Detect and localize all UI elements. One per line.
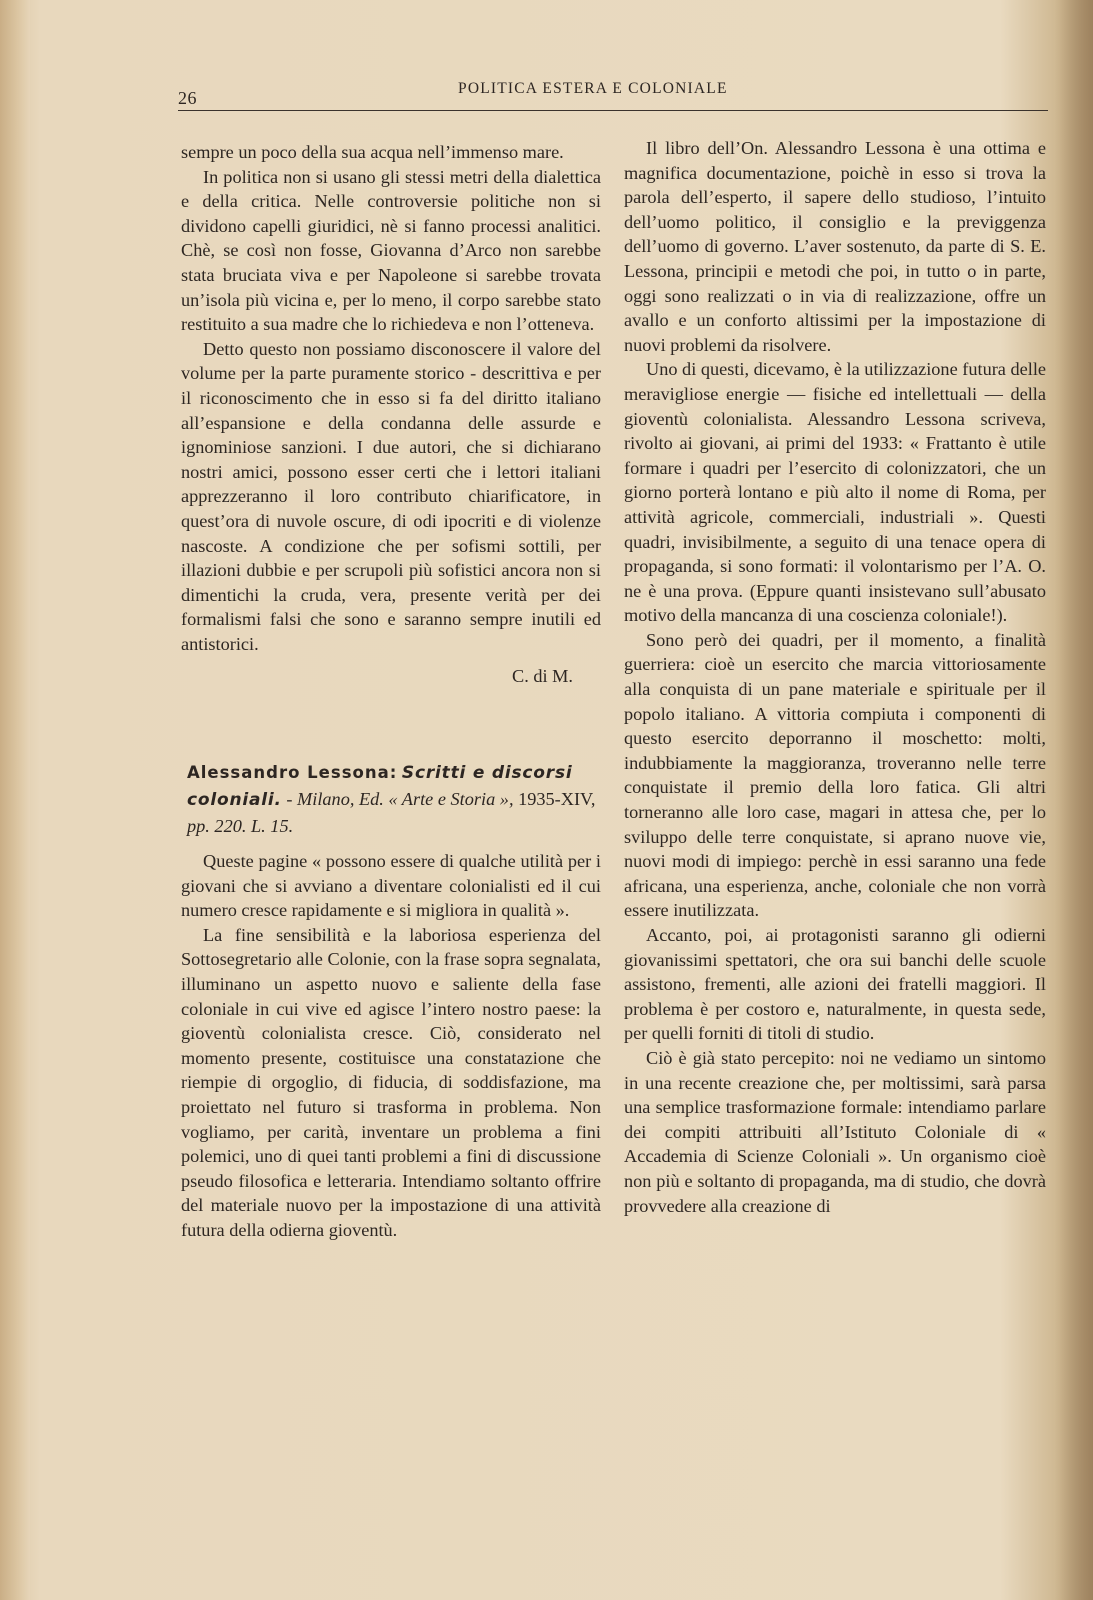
left-column — [181, 140, 601, 1243]
review-publisher: Milano, Ed. « Arte e Storia », — [297, 789, 514, 810]
paragraph: Queste pagine « possono essere di qualche utilità per i giovani che si avviano a diventare colonialisti ed il cui numero cresce rapidamente e si migliora in qualità ». — [181, 851, 601, 921]
review-author: Alessandro Lessona: — [187, 763, 398, 783]
right-column — [624, 136, 1046, 1218]
paragraph: In politica non si usano gli stessi metri della dialettica e della critica. Nelle controversie politiche non si dividono capelli giuridici, nè si fanno processi analitici. Chè, se così non fosse, Giovanna d’Arco non sarebbe stata bruciata viva e per Napoleone si sarebbe trovata un’isola più vicina e, per lo meno, il corpo sarebbe stato restituito a sua madre che lo richiedeva e non l’otteneva. — [181, 166, 601, 335]
paragraph: La fine sensibilità e la laboriosa esperienza del Sottosegretario alle Colonie, con la frase sopra segnalata, illuminano un aspetto nuovo e saliente della fase coloniale in cui vive ed agisce l’intero nostro paese: la gioventù colonialista cresce. Ciò, considerato nel momento presente, costituisce una constatazione che riempie di orgoglio, di fiducia, di soddisfazione, ma proiettato nel futuro si trasforma in problema. Non vogliamo, per carità, inventare un problema a fini polemici, uno di quei tanti problemi a fini di discussione pseudo filosofica e letteraria. Intendiamo soltanto offrire del materiale nuovo per la impostazione di una attività futura della odierna gioventù. — [181, 924, 601, 1240]
running-title: POLITICA ESTERA E COLONIALE — [458, 80, 728, 97]
review-title: Scritti e discorsi coloniali. — [187, 763, 573, 811]
paragraph: Accanto, poi, ai protagonisti saranno gli odierni giovanissimi spettatori, che ora sui banchi delle scuole assistono, frementi, alle azioni dei fratelli maggiori. Il problema è per costoro e, naturalmente, in questa sede, per quelli forniti di titoli di studio. — [624, 925, 1046, 1044]
review-body — [181, 849, 601, 1243]
page-header — [178, 78, 1048, 108]
review-pages: pp. 220. — [187, 816, 247, 837]
paragraph: sempre un poco della sua acqua nell’immenso mare. — [181, 142, 564, 162]
review-year: 1935-XIV, — [518, 789, 596, 810]
paragraph: Detto questo non possiamo disconoscere il valore del volume per la parte puramente storico - descrittiva e per il riconoscimento che in esso si fa del diritto italiano all’espansione e della condanna delle assurde e ignominiose sanzioni. I due autori, che si dichiarano nostri amici, possono esser certi che i lettori italiani apprezzeranno il loro contributo chiarificatore, in quest’ora di nuvole oscure, di odi ipocriti e di violenze nascoste. A condizione che per sofismi sottili, per illazioni dubbie e per scrupoli più sofistici ancora non si dimentichi la cruda, vera, presente verità per dei formalismi falsi che sono e saranno sempre inutili ed antistorici. — [181, 338, 601, 654]
review-heading — [181, 759, 601, 839]
review-separator: - — [286, 789, 293, 810]
paragraph: Uno di questi, dicevamo, è la utilizzazione futura delle meravigliose energie — fisiche ed intellettuali — della gioventù colonialista. Alessandro Lessona scriveva, rivolto ai giovani, ai primi del 1933: « Frattanto è utile formare i quadri per l’esercito di colonizzatori, che un giorno porterà lontano e più alto il nome di Roma, per attività agricole, commerciali, industriali ». Questi quadri, invisibilmente, a seguito di una tenace opera di propaganda, si sono formati: il volontarismo per l’A. O. ne è una prova. (Eppure quanti insistevano sull’abusato motivo della mancanza di una coscienza coloniale!). — [624, 359, 1047, 626]
page-number: 26 — [178, 88, 197, 108]
paragraph: Il libro dell’On. Alessandro Lessona è una ottima e magnifica documentazione, poichè in esso si trova la parola dell’esperto, il sapere dello studioso, l’intuito dell’uomo politico, il consiglio e la previggenza dell’uomo di governo. L’aver sostenuto, da parte di S. E. Lessona, principii e metodi che poi, in tutto o in parte, oggi sono realizzati o in via di realizzazione, offre un avallo e un conforto altissimi per la impostazione di nuovi problemi da risolvere. — [624, 138, 1046, 355]
review-price: L. 15. — [251, 816, 294, 837]
page-right-shadow — [1055, 0, 1093, 1600]
header-rule — [178, 110, 1048, 111]
paragraph: Ciò è già stato percepito: noi ne vediamo un sintomo in una recente creazione che, per moltissimi, sarà parsa una semplice trasformazione formale: intendiamo parlare dei compiti attribuiti all’Istituto Coloniale di « Accademia di Scienze Coloniali ». Un organismo cioè non più e soltanto di propaganda, ma di studio, che dovrà provvedere alla creazione di — [624, 1047, 1046, 1216]
paragraph: Sono però dei quadri, per il momento, a finalità guerriera: cioè un esercito che marcia vittoriosamente alla conquista di un pane materiale e spirituale per il popolo italiano. A vittoria compiuta i componenti di questo esercito deporranno il moschetto: molti, indubbiamente la maggioranza, troveranno nelle terre conquistate il premio della loro fatica. Gli altri torneranno alle loro case, magari in attesa che, per lo sviluppo delle terre conquistate, si aprano nuove vie, nuovi modi di impiego: perchè in essi saranno una fede africana, una esperienza, anche, coloniale che non vorrà essere inutilizzata. — [624, 629, 1046, 921]
signature: C. di M. — [512, 666, 573, 687]
book-spine-edge — [0, 0, 30, 1600]
